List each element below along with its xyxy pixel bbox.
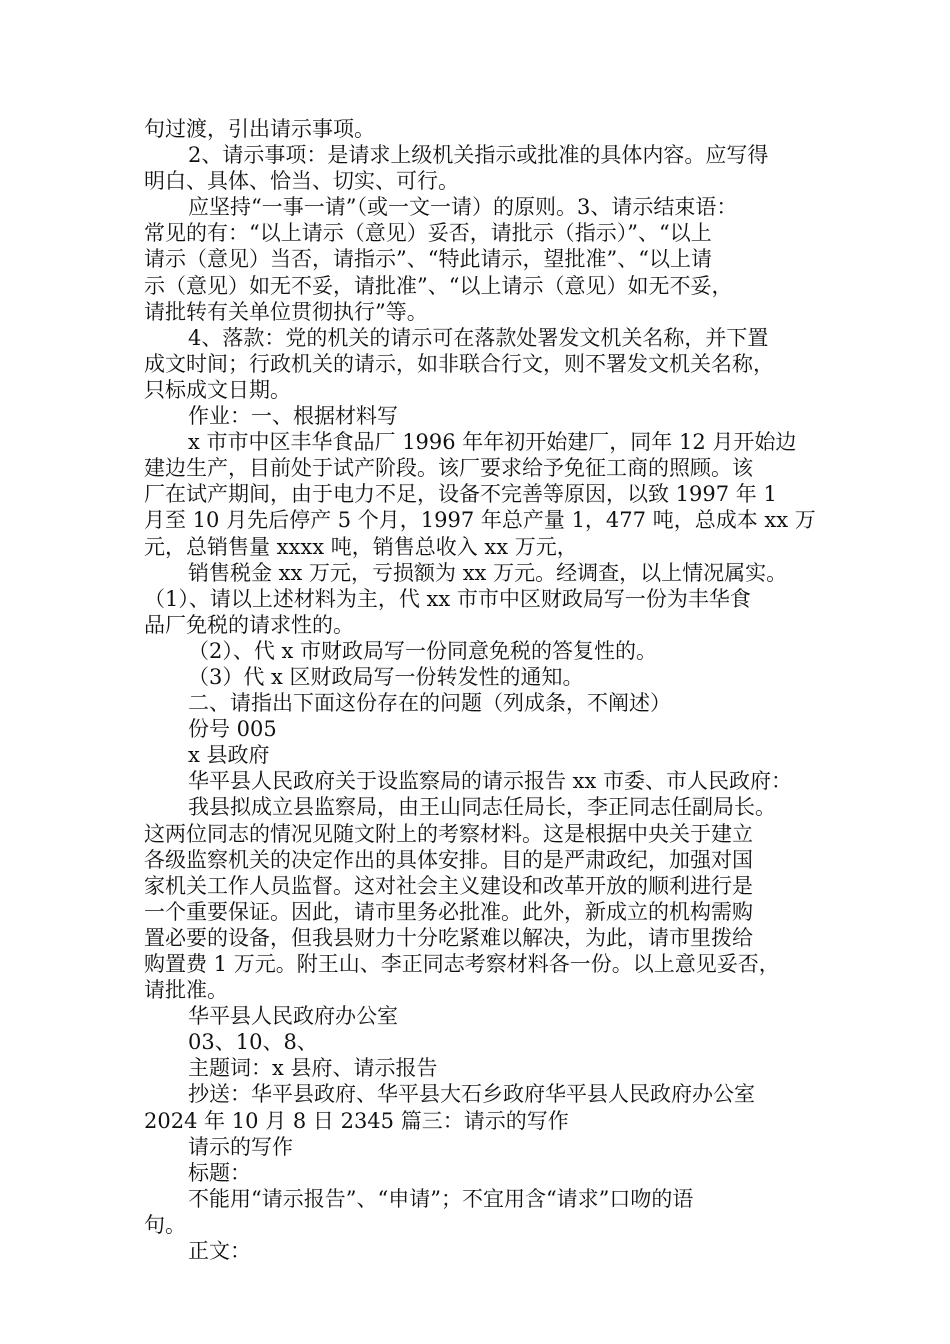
text-line: 销售税金 xx 万元，亏损额为 xx 万元。经调查，以上情况属实。: [188, 560, 788, 585]
text-line: 2、请示事项：是请求上级机关指示或批准的具体内容。应写得: [188, 143, 769, 168]
text-line: 一个重要保证。因此，请市里务必批准。此外，新成立的机构需购: [144, 899, 753, 924]
text-line: （3）代 x 区财政局写一份转发性的通知。: [188, 664, 584, 689]
text-line: 只标成文日期。: [144, 377, 291, 402]
text-line: 请示（意见）当否，请指示”、“特此请示，望批准”、“以上请: [144, 247, 712, 272]
text-line: x 县政府: [188, 743, 270, 768]
text-line: 作业：一、根据材料写: [188, 404, 398, 429]
text-line: 月至 10 月先后停产 5 个月，1997 年总产量 1，477 吨，总成本 xx 万: [144, 508, 816, 533]
text-line: x 市市中区丰华食品厂 1996 年年初开始建厂，同年 12 月开始边: [188, 430, 797, 455]
text-line: 不能用“请示报告”、“申请”；不宜用含“请求”口吻的语: [188, 1186, 694, 1211]
text-line: 句过渡，引出请示事项。: [144, 117, 375, 141]
text-line: （1）、请以上述材料为主，代 xx 市市中区财政局写一份为丰华食: [144, 586, 751, 611]
text-line: 请批准。: [144, 978, 228, 1003]
text-line: 二、请指出下面这份存在的问题（列成条，不阐述）: [188, 691, 671, 716]
text-line: 家机关工作人员监督。这对社会主义建设和改革开放的顺利进行是: [144, 873, 753, 898]
text-line: 抄送：华平县政府、华平县大石乡政府华平县人民政府办公室: [188, 1082, 755, 1107]
text-line: 购置费 1 万元。附王山、李正同志考察材料各一份。以上意见妥否，: [144, 952, 780, 976]
text-line: 常见的有：“以上请示（意见）妥否，请批示（指示）”、“以上: [144, 221, 712, 246]
text-line: 这两位同志的情况见随文附上的考察材料。这是根据中央关于建立: [144, 821, 753, 846]
text-line: 成文时间；行政机关的请示，如非联合行文，则不署发文机关名称，: [144, 351, 774, 376]
text-line: 4、落款：党的机关的请示可在落款处署发文机关名称，并下置: [188, 325, 769, 350]
text-line: 份号 005: [188, 717, 277, 742]
text-line: 请批转有关单位贯彻执行”等。: [144, 299, 428, 324]
text-line: 主题词：x 县府、请示报告: [188, 1056, 438, 1081]
text-line: 明白、具体、恰当、切实、可行。: [144, 169, 459, 194]
text-line: 各级监察机关的决定作出的具体安排。目的是严肃政纪，加强对国: [144, 847, 753, 872]
text-line: 我县拟成立县监察局，由王山同志任局长，李正同志任副局长。: [188, 795, 776, 820]
text-line: 置必要的设备，但我县财力十分吃紧难以解决，为此，请市里拨给: [144, 925, 753, 950]
text-line: 建边生产，目前处于试产阶段。该厂要求给予免征工商的照顾。该: [144, 456, 753, 481]
text-line: 品厂免税的请求性的。: [144, 612, 354, 637]
text-line: 华平县人民政府办公室: [188, 1004, 398, 1029]
text-line: 华平县人民政府关于设监察局的请示报告 xx 市委、市人民政府：: [188, 769, 793, 794]
document-body: [144, 116, 816, 1264]
text-line: 句。: [144, 1212, 186, 1237]
text-line: 2024 年 10 月 8 日 2345 篇三：请示的写作: [144, 1108, 569, 1133]
text-line: 示（意见）如无不妥，请批准”、“以上请示（意见）如无不妥，: [144, 273, 733, 298]
text-line: 标题：: [188, 1160, 251, 1185]
text-line: 正文：: [188, 1239, 251, 1264]
text-line: （2）、代 x 市财政局写一份同意免税的答复性的。: [188, 638, 658, 663]
text-line: 03、10、8、: [188, 1030, 318, 1055]
text-line: 请示的写作: [188, 1134, 293, 1159]
text-line: 应坚持“一事一请”（或一文一请）的原则。3、请示结束语：: [188, 195, 738, 220]
text-line: 厂在试产期间，由于电力不足，设备不完善等原因，以致 1997 年 1: [144, 482, 777, 507]
text-line: 元，总销售量 xxxx 吨，销售总收入 xx 万元，: [144, 534, 578, 559]
